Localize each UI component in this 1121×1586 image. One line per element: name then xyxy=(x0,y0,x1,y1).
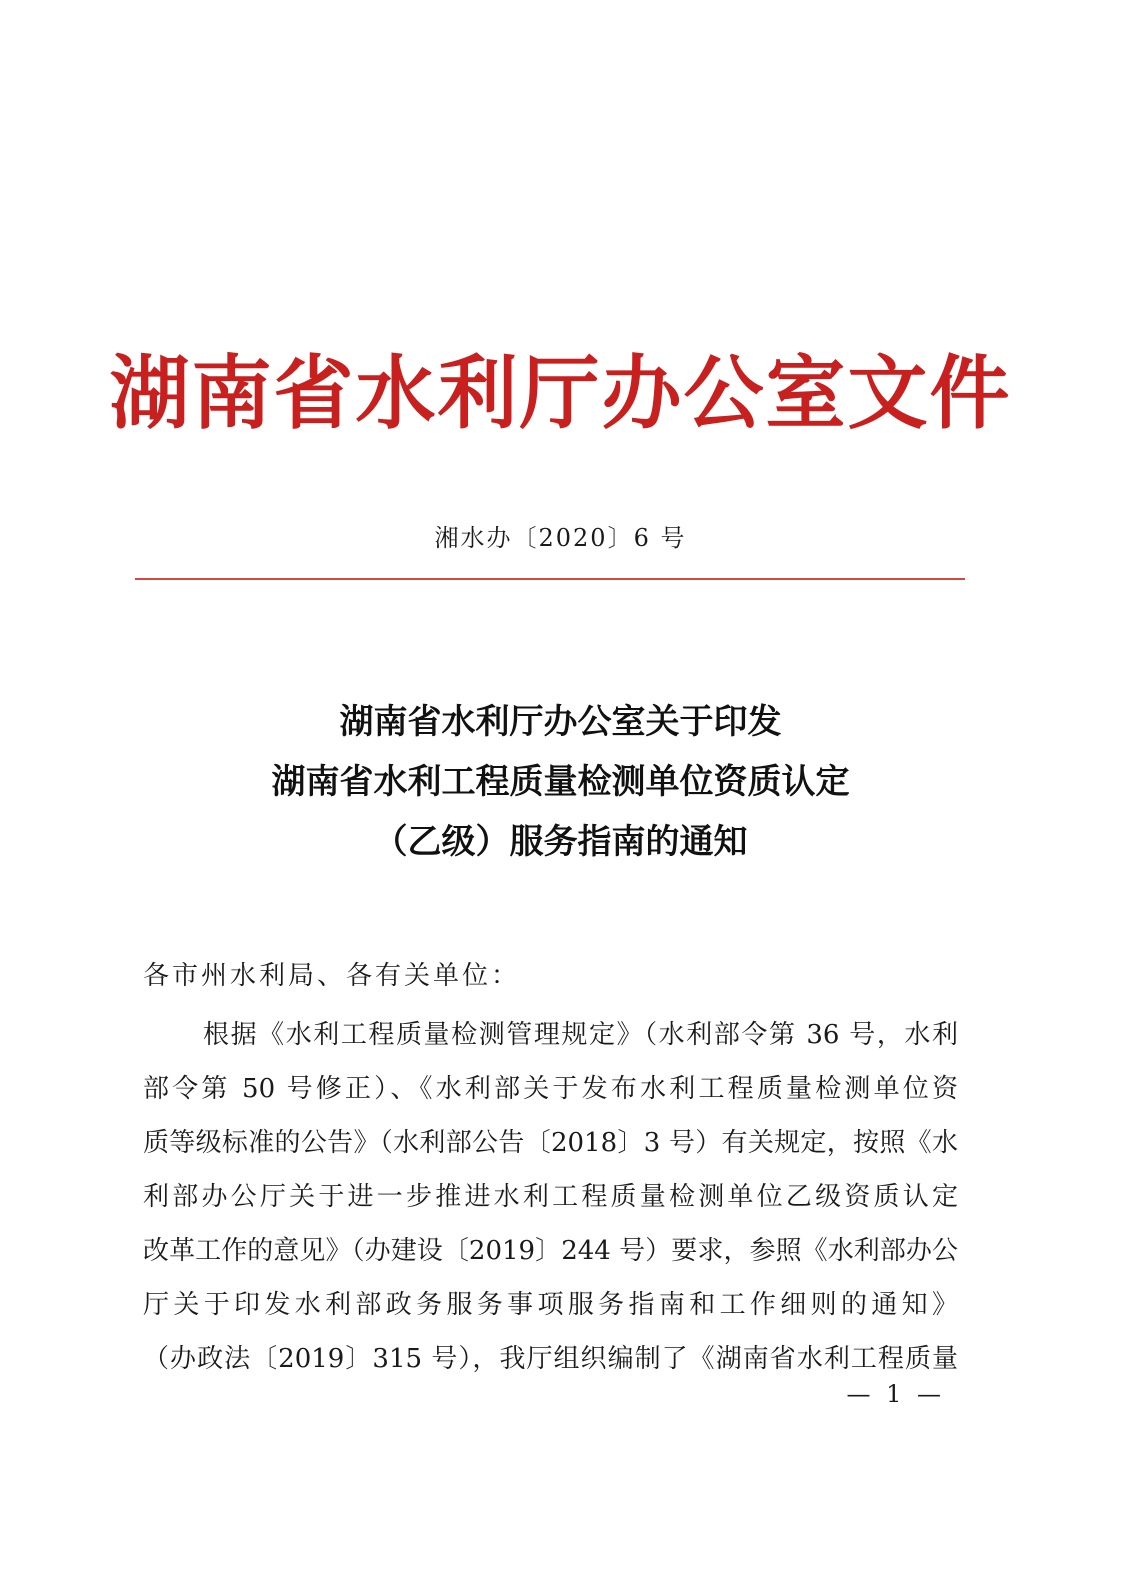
body-line: 根据《水利工程质量检测管理规定》（水利部令第 36 号，水利 xyxy=(203,1020,958,1050)
body-line: 厅关于印发水利部政务服务事项服务指南和工作细则的通知》 xyxy=(143,1290,958,1320)
body-line: （办政法〔2019〕315 号），我厅组织编制了《湖南省水利工程质量 xyxy=(143,1344,958,1374)
document-number: 湘水办〔2020〕6 号 xyxy=(434,524,687,552)
body-line: 质等级标准的公告》（水利部公告〔2018〕3 号）有关规定，按照《水 xyxy=(143,1128,958,1158)
salutation: 各市州水利局、各有关单位： xyxy=(143,961,521,991)
issuing-office-header: 湖南省水利厅办公室文件 xyxy=(109,346,1012,440)
body-line: 部令第 50 号修正）、《水利部关于发布水利工程质量检测单位资 xyxy=(143,1074,958,1104)
body-line: 改革工作的意见》（办建设〔2019〕244 号）要求，参照《水利部办公 xyxy=(143,1236,958,1266)
body-paragraph xyxy=(143,1008,958,1386)
notice-title-line: 湖南省水利工程质量检测单位资质认定 xyxy=(271,762,850,802)
notice-title xyxy=(0,692,1121,872)
red-divider-line xyxy=(135,578,965,580)
page-number: — 1 — xyxy=(846,1380,945,1408)
notice-title-line: 湖南省水利厅办公室关于印发 xyxy=(339,702,782,742)
notice-title-line: （乙级）服务指南的通知 xyxy=(373,822,748,862)
body-line: 利部办公厅关于进一步推进水利工程质量检测单位乙级资质认定 xyxy=(143,1182,958,1212)
